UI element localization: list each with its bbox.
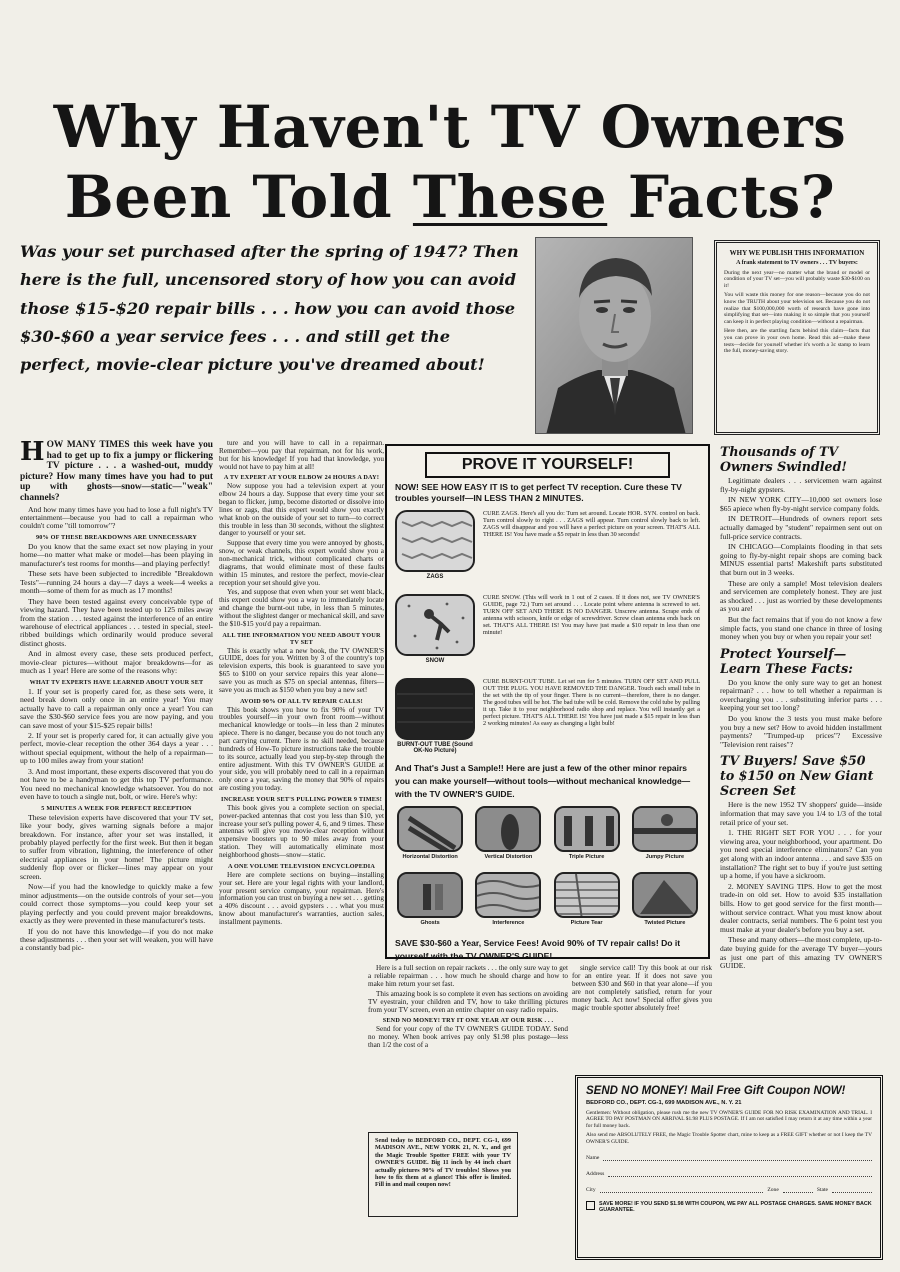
- paragraph: And how many times have you had to lose a full night's TV entertainment—because you had to call a repairman who couldn't come "till tomorrow"?: [20, 504, 213, 531]
- thumb-screen: [632, 806, 698, 852]
- thumb-screen: [475, 806, 541, 852]
- section-heading: 90% OF THESE BREAKDOWNS ARE UNNECESSARY: [35, 533, 198, 541]
- section-heading-italic: Thousands of TV Owners Swindled!: [720, 444, 847, 474]
- thumb-picture-tear: Picture Tear: [552, 872, 622, 934]
- portrait-illustration: [536, 238, 693, 434]
- tv-screen-zags-illustration: [395, 510, 475, 572]
- save-more-checkbox[interactable]: [586, 1201, 595, 1210]
- headline-line-2: Been Told These Facts?: [64, 163, 836, 231]
- tip-snow: [395, 594, 700, 674]
- tip-text: CURE ZAGS. Here's all you do: Turn set around. Locate HOR. SYN. control on back. Turn control slowly to right . . . ZAGS will appear. Turn control slowly back to left. ZAGS will disappear and you will have a perfect picture on your screen. THAT'S ALL THERE IS! You have made a $5 repair in less than 30 seconds!: [483, 510, 700, 538]
- thumb-interference: Interference: [473, 872, 543, 934]
- section-heading: WHAT TV EXPERTS HAVE LEARNED ABOUT YOUR SET: [29, 678, 204, 686]
- article-column-3: [368, 965, 568, 1265]
- paragraph: This book gives you a complete section on special, power-packed antennas that cost you less than $10, yet increase your set's pulling power 4, 6, and 9 times. These antennas will give you movie-clear reception without expensive boosters up to 90 miles away from your station. They will automatically eliminate most neighborhood ghosts—snow—static.: [219, 803, 384, 859]
- man-portrait-photo: [535, 237, 693, 434]
- paragraph: These television experts have discovered that your TV set, like your body, gives warning signals before a major breakdown. For instance, after your set was installed, it probably played perfectly for the first week. But then it began to suffer from vibration, lightning, the interference of other electrical appliances in your home! The picture might suddenly flop over or flicker—lines may appear on your screen.: [20, 812, 213, 881]
- coupon-address: BEDFORD CO., DEPT. CG-1, 699 MADISON AVE., N. Y. 21: [586, 1100, 742, 1106]
- why-box-paragraph: You will waste this money for one reason—because you do not know the TRUTH about your television set. Because you do not realize that $100,000,000 worth of research have gone into simplifying that set—into making it so simple that you yourself can keep it in perfect playing condition—without a repairman.: [724, 292, 870, 325]
- prove-it-yourself-box: [385, 444, 710, 959]
- paragraph: 1. THE RIGHT SET FOR YOU . . . for your viewing area, your neighborhood, your apartment. Do you need special interference eliminators? Can you get along with an indoor antenna . . . and save $35 on installation? The right set to buy if you're just setting up a home, if you have a sickroom.: [720, 828, 882, 881]
- paragraph: Do you know that the same exact set now playing in your home—no matter what make or model—has been playing in manufacturer's test rooms for months—and playing perfectly!: [20, 541, 213, 568]
- paragraph: If you do not have this knowledge—if you do not make these adjustments . . . then your set will weaken, you will have a constantly bad pic-: [20, 926, 213, 953]
- thumb-screen: [554, 806, 620, 852]
- article-column-1: [20, 440, 213, 1262]
- tip-text: CURE BURNT-OUT TUBE. Let set run for 5 minutes. TURN OFF SET AND PULL OUT THE PLUG. YOU HAVE REMOVED THE DANGER. Touch each small tube in the set with the tip of your finger. There is no current—therefore, there is no danger. The good tubes will be hot. The bad tube will be cold. Remove the cold tube by pulling it up. Take it to your neighborhood radio shop and replace. You will instantly get a perfect picture. THAT'S ALL THERE IS! You have just made a $15 repair in less than 2 working minutes! As easy as changing a light bulb!: [483, 678, 700, 727]
- paragraph: 3. And most important, these experts discovered that you do not have to be a handyman to get this top TV performance. You need no mechanical knowledge whatsoever. You do not even have to touch a single nut, bolt, or wire. Here's why:: [20, 766, 213, 802]
- paragraph: These are only a sample! Most television dealers and servicemen are completely honest. They are just as shocked . . . just as worried by these developments as you are!: [720, 578, 882, 614]
- city-zone-state-field[interactable]: City Zone State: [586, 1187, 872, 1193]
- thumb-screen: [397, 872, 463, 918]
- thumb-vertical-distortion: Vertical Distortion: [473, 806, 543, 868]
- thumb-ghosts: Ghosts: [395, 872, 465, 934]
- section-heading: INCREASE YOUR SET'S PULLING POWER 9 TIMES!: [220, 795, 383, 803]
- paragraph: And in almost every case, these sets produced perfect, movie-clear pictures—without major breakdowns—for as much as 1 year! Here are some of the reasons why:: [20, 649, 213, 676]
- paragraph: Now—if you had the knowledge to quickly make a few minor adjustments—on the outside controls of your set—you could correct those symptoms—you could keep your set playing perfectly and you could prevent major breakdowns, exactly as they were prevented in these manufacturer's tests.: [20, 882, 213, 926]
- section-heading: AVOID 90% OF ALL TV REPAIR CALLS!: [240, 697, 363, 705]
- paragraph: ture and you will have to call in a repairman. Remember—you pay that repairman, not for his work, but for his knowledge! If you had that knowledge, you would not have to pay him at all!: [219, 440, 384, 471]
- save-more-option[interactable]: SAVE MORE! IF YOU SEND $1.98 WITH COUPON, WE PAY ALL POSTAGE CHARGES. SAME MONEY BACK GUARANTEE.: [586, 1201, 872, 1214]
- gift-coupon: [575, 1075, 883, 1260]
- name-field[interactable]: Name: [586, 1155, 872, 1161]
- why-box-paragraph: Here then, are the startling facts behind this claim—facts that you can prove in your own home. Read this ad—make these tests—decide for yourself whether it's worth a 3c stamp to learn the full, money-saving story.: [724, 328, 870, 355]
- why-box-paragraph: During the next year—no matter what the brand or model or condition of your TV set—you will probably waste $30-$100 on it!: [724, 269, 870, 289]
- section-heading: A TV EXPERT AT YOUR ELBOW 24 HOURS A DAY!: [223, 474, 380, 482]
- paragraph: 1. If your set is properly cared for, as these sets were, it need break down only once in an entire year! You may actually have to call a repairman only once a year! You can save the $30-$60 service fees you are now paying, and you can save most of your $15-$25 repair bills!: [20, 686, 213, 730]
- paragraph: These sets have been subjected to incredible "Breakdown Tests"—running 24 hours a day—7 days a week—4 weeks a month—some of them for as much as 17 months!: [20, 569, 213, 596]
- tip-zags: [395, 510, 700, 590]
- why-box-subtitle: A frank statement to TV owners . . . TV buyers:: [736, 260, 858, 266]
- thumb-triple-picture: Triple Picture: [552, 806, 622, 868]
- intro-paragraph: Was your set purchased after the spring of 1947? Then here is the full, uncensored story of how you can avoid those $15-$20 repair bills . . . how you can avoid those $30-$60 a year service fees . . . and still get the perfect, movie-clear picture you've dreamed about!: [20, 242, 519, 375]
- why-box-title: WHY WE PUBLISH THIS INFORMATION: [729, 249, 865, 257]
- thumb-twisted-picture: Twisted Picture: [630, 872, 700, 934]
- coupon-body: Also send me ABSOLUTELY FREE, the Magic Trouble Spotter chart, mine to keep as a FREE GIFT whether or not I keep the TV OWNER'S GUIDE.: [586, 1132, 872, 1145]
- tip-burnt-out-tube: [395, 678, 700, 758]
- paragraph: IN NEW YORK CITY—10,000 set owners lose $65 apiece when fly-by-night service company folds.: [720, 495, 882, 513]
- section-heading: ALL THE INFORMATION YOU NEED ABOUT YOUR TV SET: [222, 631, 381, 646]
- paragraph: Now suppose you had a television expert at your elbow 24 hours a day. Suppose that every time your set began to flicker, jump, become distorted or dissolve into lines or zags, that this expert would show you exactly what knob on the outside of your set to turn—to correct this trouble in less than 30 seconds, without the slightest danger to yourself or your set.: [219, 482, 384, 538]
- prove-box-subtitle: NOW! SEE HOW EASY IT IS to get perfect TV reception. Cure these TV troubles yourself—IN LESS THAN 2 MINUTES.: [395, 482, 682, 503]
- paragraph: Do you know the 3 tests you must make before you buy a new set? How to avoid hidden installment payments? "Trumped-up prices"? Excessive "Television rent raises"?: [720, 714, 882, 749]
- article-column-5: [720, 440, 882, 1040]
- paragraph: These and many others—the most complete, up-to-date buying guide for the average TV buyer—yours as just one part of this amazing TV OWNER'S GUIDE.: [720, 935, 882, 971]
- section-heading: 5 MINUTES A WEEK FOR PERFECT RECEPTION: [41, 804, 192, 812]
- paragraph: Do you know the only sure way to get an honest repairman? . . . how to tell whether a repairman is overcharging you . . . substituting inferior parts . . . keeping your set too long?: [720, 677, 882, 713]
- address-field[interactable]: Address: [586, 1171, 872, 1177]
- thumb-horizontal-distortion: Horizontal Distortion: [395, 806, 465, 868]
- coupon-title: SEND NO MONEY! Mail Free Gift Coupon NOW!: [586, 1085, 846, 1097]
- section-heading: SEND NO MONEY! TRY IT ONE YEAR AT OUR RISK . . .: [382, 1017, 554, 1025]
- headline-line-1: Why Haven't TV Owners: [53, 93, 847, 161]
- paragraph: Here are complete sections on buying—installing your set. Here are your legal rights with your landlord, your present service company, your repairman. Here's information you can trust on buying a new set . . . getting a 40% discount . . . avoid gypsters . . . what you must know about manufacturer's warranties, auction sales, installment payments.: [219, 870, 384, 926]
- paragraph: Legitimate dealers . . . servicemen warn against fly-by-night gypsters.: [720, 476, 882, 494]
- tv-screen-black-illustration: [395, 678, 475, 740]
- tip-label: SNOW: [425, 658, 445, 664]
- send-today-box: Send today to BEDFORD CO., DEPT. CG-1, 699 MADISON AVE., NEW YORK 21, N. Y., and get the Magic Trouble Spotter FREE with your TV OWNER'S GUIDE. Big 11 inch by 44 inch chart actually pictures 90% of TV troubles! Shows you how to fix them at a glance! This offer is limited. Fill in and mail coupon now!: [368, 1132, 518, 1217]
- lead-paragraph: HOW MANY TIMES this week have you had to get up to fix a jumpy or flickering TV picture . . . a washed-out, muddy picture? How many times have you had to put up with ghosts—snow—static—"weak" channels?: [20, 440, 213, 503]
- paragraph: IN CHICAGO—Complaints flooding in that sets going to fly-by-night repair shops are coming back MINUS essential parts! Makeshift parts substituted that burn out in 3 weeks.: [720, 542, 882, 577]
- section-heading-italic: Protect Yourself—Learn These Facts:: [720, 645, 853, 676]
- paragraph: This is exactly what a new book, the TV OWNER'S GUIDE, does for you. Written by 3 of the country's top television experts, this book is guaranteed to save you $65 to $100 on your service repairs this year alone—save you as much as $75 on special antennas, filters—save you as much as $150 when you buy a new set!: [219, 646, 384, 694]
- tip-text: CURE SNOW. (This will work in 1 out of 2 cases. If it does not, see TV OWNER'S GUIDE, page 72.) Turn set around . . . Locate point where antenna is screwed to set. TURN OFF SET AND THERE IS NO DANGER. Unscrew antenna. Scrape ends of antenna with scissors, knife or edge of screwdriver. Screw clean antenna ends back on set. THAT'S ALL THERE IS! You may have just made a $10 repair in less than one minute!: [483, 594, 700, 636]
- article-column-2: [219, 440, 384, 1262]
- trouble-thumbnail-grid: [395, 806, 700, 934]
- paragraph: This book shows you how to fix 90% of your TV troubles yourself—in your own front room—without mechanical knowledge or tools—in less than 2 minutes apiece. There is no danger, because you do not touch any part carrying current. There is no skill needed, because hundreds of How-To picture instructions take the trouble to its source, actually lead you step-by-step through the entire adjustment. With this TV OWNER'S GUIDE at your side, you will probably need to call in a repairman only once a year, saving the money that 90% of repairs are costing you today.: [219, 705, 384, 793]
- paragraph: They have been tested against every conceivable type of viewing hazard. They have been tested up to 125 miles away from the station . . . tested against the interference of an entire warehouse of electrical appliances . . . tested in special, steel-ribbed buildings which ordinarily would produce several distinct ghosts.: [20, 596, 213, 648]
- save-line: SAVE $30-$60 a Year, Service Fees! Avoid 90% of TV repair calls! Do it yourself with the TV OWNER'S GUIDE!: [395, 938, 681, 961]
- tip-label: BURNT-OUT TUBE (Sound OK-No Picture): [397, 742, 473, 754]
- thumb-screen: [632, 872, 698, 918]
- coupon-body: Gentlemen: Without obligation, please rush me the new TV OWNER'S GUIDE FOR NO RISK EXAMINATION AND TRIAL. I AGREE TO PAY POSTMAN ON ARRIVAL $1.98 PLUS POSTAGE. If I am not satisfied I may return it at any time within a year for full money back.: [586, 1110, 872, 1129]
- headline: [30, 92, 870, 232]
- section-heading-italic: TV Buyers! Save $50 to $150 on New Giant Screen Set: [720, 753, 874, 799]
- tv-screen-snow-illustration: [395, 594, 475, 656]
- paragraph: 2. MONEY SAVING TIPS. How to get the most trade-in on old set. How to avoid $35 installation bills. How to get good service for the first month—without service contract. What you must know about dealer contracts, serial numbers. The 6 point test you must make at your dealer's before you buy a set.: [720, 881, 882, 934]
- tip-label: ZAGS: [426, 574, 444, 580]
- thumb-screen: [475, 872, 541, 918]
- paragraph: IN DETROIT—Hundreds of owners report sets actually damaged by "student" repairmen sent out on full-price service contracts.: [720, 514, 882, 541]
- why-we-publish-box: [714, 240, 880, 435]
- paragraph: Here is a full section on repair rackets . . . the only sure way to get a reliable repairman . . . how much he should charge and how to make him return your set fast.: [368, 965, 568, 988]
- paragraph: single service call! Try this book at our risk for an entire year. If it does not save you between $30 and $60 in that year alone—if you are not completely satisfied, return for your money back. Act now! Special offer gives you magic trouble spotter absolutely free!: [572, 965, 712, 1012]
- paragraph: But the fact remains that if you do not know a few simple facts, you stand one chance in three of losing money when you buy or when you repair your set!: [720, 614, 882, 642]
- paragraph: Here is the new 1952 TV shoppers' guide—inside information that may save you 1/4 to 1/3 of the total retail price of your set.: [720, 800, 882, 827]
- paragraph: 2. If your set is properly cared for, it can actually give you perfect, movie-clear reception the other 364 days a year . . . without special equipment, without the help of a repairman—up to 100 miles away from your station!: [20, 730, 213, 766]
- article-column-4: [572, 965, 712, 1073]
- paragraph: Yes, and suppose that even when your set went black, this expert could show you a way to immediately locate and change the burnt-out tube, in less than 5 minutes, without the slightest danger or mechanical skill, and save the $10-$15 you'd pay a repairman.: [219, 588, 384, 628]
- prove-box-title: PROVE IT YOURSELF!: [425, 452, 670, 478]
- paragraph: This amazing book is so complete it even has sections on avoiding TV eyestrain, your children and TV, how to take thrilling pictures from your TV screen, even an entire chapter on easy radio repairs.: [368, 989, 568, 1014]
- thumb-screen: [554, 872, 620, 918]
- thumb-jumpy-picture: Jumpy Picture: [630, 806, 700, 868]
- thumb-screen: [397, 806, 463, 852]
- paragraph: Suppose that every time you were annoyed by ghosts, snow, or weak channels, this expert would show you a non-mechanical trick, without complicated charts or diagrams, that would eliminate most of these faults within 15 minutes, and restore the perfect, movie-clear reception your set should give you.: [219, 539, 384, 587]
- sample-paragraph: And That's Just a Sample!! Here are just a few of the other minor repairs you can make yourself—without tools—without mechanical knowledge—with the TV OWNER'S GUIDE.: [395, 763, 691, 799]
- section-heading: A ONE VOLUME TELEVISION ENCYCLOPEDIA: [227, 862, 376, 870]
- drop-cap: H: [20, 440, 45, 467]
- paragraph: Send for your copy of the TV OWNER'S GUIDE TODAY. Send no money. When book arrives pay only $1.98 plus postage—less than 1/2 the cost of a: [368, 1025, 568, 1050]
